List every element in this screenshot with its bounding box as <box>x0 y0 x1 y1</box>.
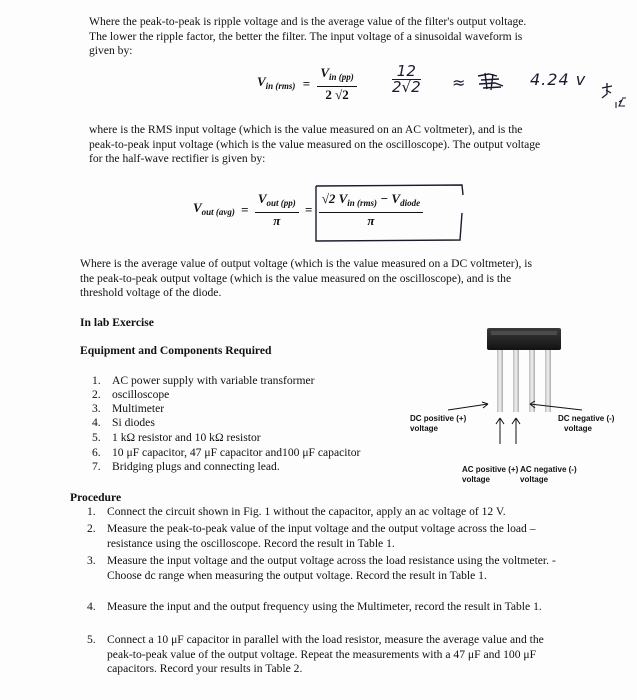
avg-formula: $V_{out (avg)}$ = $\frac{V_{out (pp)}}{\pi}$ = $\frac{√2 V_{in (rms)} - V_{diode}}{\pi}$ <box>193 192 423 228</box>
rms-formula-num-sub: in (pp) <box>329 72 354 82</box>
handwritten-result: 4.24 v <box>530 70 587 89</box>
handwritten-numerator: 12 <box>392 64 421 80</box>
equipment-item: 7. Bridging plugs and connecting lead. <box>92 460 280 473</box>
avg-desc-line-3: threshold voltage of the diode. <box>80 286 222 300</box>
handwritten-side-mark <box>598 80 630 110</box>
equipment-item: 3. Multimeter <box>92 402 165 415</box>
rms-desc-line-3: for the half-wave rectifier is given by: <box>89 152 266 166</box>
intro-line-1: Where the peak-to-peak is ripple voltage and is the average value of the filter's output voltage. <box>89 15 527 28</box>
rms-formula-fraction <box>317 66 356 102</box>
rms-desc-line-2: peak-to-peak input voltage (which is the value measured on the oscilloscope). The output voltage <box>89 137 541 151</box>
avg-desc-line-1: Where is the average value of output voltage (which is the value measured on a DC voltmeter), is <box>80 257 533 270</box>
intro-line-2: The lower the ripple factor, the better the filter. The input voltage of a sinusoidal waveform is <box>89 29 523 43</box>
avg-formula-num2a: √2 V <box>321 191 348 206</box>
avg-formula-fraction-1 <box>255 192 299 228</box>
handwritten-approx: ≈ <box>452 73 466 92</box>
procedure-step: 4. Measure the input and the output frequency using the Multimeter, record the result in Table 1. <box>87 600 542 613</box>
avg-formula-den2: π <box>367 212 375 228</box>
equipment-item: 5. 1 kΩ resistor and 10 kΩ resistor <box>92 431 261 444</box>
in-lab-heading: In lab Exercise <box>80 316 154 329</box>
procedure-step: 1. Connect the circuit shown in Fig. 1 without the capacitor, apply an ac voltage of 12 V. <box>87 505 506 518</box>
handwritten-denominator: 2√2 <box>392 77 421 96</box>
equipment-heading: Equipment and Components Required <box>80 344 272 357</box>
avg-formula-lhs-sub: out (avg) <box>201 206 235 217</box>
avg-desc-line-2: the peak-to-peak output voltage (which is the value measured on the oscilloscope), and is the <box>80 271 512 285</box>
dc-positive-label: DC positive (+) voltage <box>410 414 467 433</box>
rms-formula: $V_{in (rms)}$ = $\frac{V_{in (pp)}}{2 √2}$ <box>257 66 357 102</box>
procedure-step: 2. Measure the peak-to-peak value of the input voltage and the output voltage across the load – resistance using the oscilloscope. Record the result in Table 1. <box>87 522 536 550</box>
equipment-item: 4. Si diodes <box>92 416 155 429</box>
procedure-heading: Procedure <box>70 491 122 504</box>
avg-formula-den1: π <box>273 212 281 228</box>
avg-formula-num2b-sub: diode <box>400 198 421 208</box>
procedure-step: 3. Measure the input voltage and the output voltage across the load resistance using the voltmeter. -Choose dc range when measuring the output voltage. Record the result in Table 1. <box>87 554 556 582</box>
handwritten-calculation <box>392 64 421 94</box>
dc-negative-label: DC negative (-) voltage <box>558 414 615 433</box>
rms-formula-num: V <box>320 65 330 80</box>
equipment-item: 2. oscilloscope <box>92 388 170 401</box>
rms-formula-lhs-sub: in (rms) <box>265 80 296 91</box>
avg-formula-num1: V <box>257 191 267 206</box>
intro-line-3: given by: <box>89 44 133 58</box>
intro-paragraph <box>89 15 569 59</box>
avg-formula-num2a-sub: in (rms) <box>347 198 378 208</box>
equipment-item: 1. AC power supply with variable transformer <box>92 374 315 387</box>
rms-formula-lhs: V <box>257 73 266 89</box>
scribble-mark <box>475 70 509 92</box>
equipment-item: 6. 10 μF capacitor, 47 μF capacitor and100 μF capacitor <box>92 446 361 459</box>
avg-formula-lhs: V <box>193 199 202 215</box>
ac-label: AC positive (+) AC negative (-) voltage voltage <box>462 465 577 484</box>
avg-description <box>80 257 560 301</box>
rms-description <box>89 123 569 167</box>
avg-formula-num1-sub: out (pp) <box>266 198 296 208</box>
rms-formula-den: 2 √2 <box>325 86 349 102</box>
avg-formula-num2b: − V <box>377 191 401 206</box>
procedure-step: 5. Connect a 10 μF capacitor in parallel with the load resistor, measure the average value and the peak-to-peak value of the output voltage. Repeat the measurements with a 47 μF and 100 μF capacitors. Record your results in Table 2. <box>87 633 544 676</box>
rms-desc-line-1: where is the RMS input voltage (which is the value measured on an AC voltmeter), and is the <box>89 123 523 136</box>
handwritten-box <box>312 183 467 245</box>
